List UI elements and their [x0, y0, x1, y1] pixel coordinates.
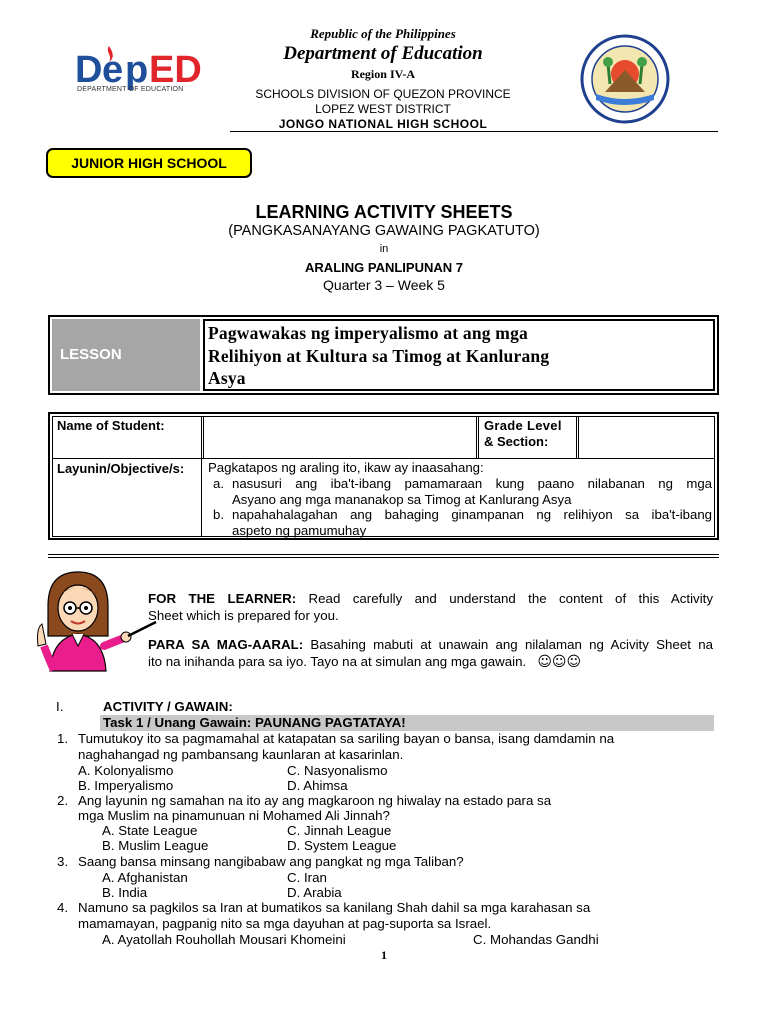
- title-sub: (PANGKASANAYANG GAWAING PAGKATUTO): [228, 223, 540, 239]
- q2-number: 2.: [57, 793, 69, 808]
- for-learner-label: FOR THE LEARNER:: [148, 591, 297, 606]
- smiley-icons: ☺☺☺: [537, 654, 582, 670]
- svg-text:e: e: [102, 49, 124, 91]
- lesson-label-cell: [52, 319, 200, 391]
- objective-a-letter: a.: [213, 476, 224, 491]
- lesson-title-line2: Relihiyon at Kultura sa Timog at Kanlurang: [208, 345, 550, 366]
- q1-number: 1.: [57, 731, 69, 746]
- for-learner-text1: Read carefully and understand the content of this Activity: [296, 591, 713, 606]
- grade-label-1: Grade Level: [484, 418, 562, 433]
- junior-high-badge: [46, 148, 252, 178]
- objective-a-line2: Asyano ang mga mananakop sa Timog at Kanlurang Asya: [232, 491, 572, 507]
- title-subject: ARALING PANLIPUNAN 7: [305, 260, 463, 275]
- grade-label-2: & Section:: [484, 434, 549, 449]
- para-label: PARA SA MAG-AARAL:: [148, 637, 304, 652]
- q1-choice-b: B. Imperyalismo: [78, 778, 174, 793]
- info-table-hline: [52, 458, 715, 459]
- q4-line1: Namuno sa pagkilos sa Iran at bumatikos sa kanilang Shah dahil sa mga karahasan sa: [78, 900, 591, 915]
- deped-logo-subtext: DEPARTMENT OF EDUCATION: [77, 86, 184, 93]
- header-department: Department of Education: [283, 43, 483, 64]
- para-text2: ito na inihanda para sa iyo. Tayo na at simulan ang mga gawain.: [148, 654, 527, 669]
- q2-line2: mga Muslim na pinamunuan ni Mohamed Ali Jinnah?: [78, 808, 390, 823]
- objective-b-line2: aspeto ng pamumuhay: [232, 522, 367, 538]
- grade-field[interactable]: [580, 418, 712, 457]
- objective-intro: Pagkatapos ng araling ito, ikaw ay inaasahang:: [208, 460, 484, 475]
- for-learner-line1: [148, 590, 713, 607]
- header-school: JONGO NATIONAL HIGH SCHOOL: [278, 117, 488, 131]
- svg-text:p: p: [125, 49, 149, 91]
- header-district: LOPEZ WEST DISTRICT: [315, 102, 451, 116]
- q1-choice-c: C. Nasyonalismo: [287, 763, 388, 778]
- title-in: in: [379, 243, 389, 255]
- title-main: LEARNING ACTIVITY SHEETS: [255, 202, 513, 222]
- title-quarter: Quarter 3 – Week 5: [323, 277, 445, 293]
- q4-choice-c: C. Mohandas Gandhi: [473, 932, 599, 947]
- q2-choice-c: C. Jinnah League: [287, 823, 392, 838]
- q1-choice-d: D. Ahimsa: [287, 778, 348, 793]
- q1-choice-a: A. Kolonyalismo: [78, 763, 174, 778]
- activity-heading: ACTIVITY / GAWAIN:: [103, 699, 233, 714]
- objective-label: Layunin/Objective/s:: [57, 461, 185, 476]
- q3-choice-d: D. Arabia: [287, 885, 342, 900]
- lesson-title-line1: Pagwawakas ng imperyalismo at ang mga: [208, 323, 528, 343]
- q3-choice-b: B. India: [102, 885, 148, 900]
- q3-choice-a: A. Afghanistan: [102, 870, 188, 885]
- header-rule: [230, 131, 718, 132]
- para-line2: [148, 653, 713, 671]
- q4-choice-a: A. Ayatollah Rouhollah Mousari Khomeini: [102, 932, 346, 947]
- q2-choice-a: A. State League: [102, 823, 198, 838]
- svg-text:D: D: [75, 49, 103, 91]
- q1-line1: Tumutukoy ito sa pagmamahal at katapatan sa sariling bayan o bansa, isang damdamin na: [78, 731, 615, 746]
- para-text1: Basahing mabuti at unawain ang nilalaman ng Acivity Sheet na: [303, 637, 713, 652]
- lesson-title-line3: Asya: [208, 368, 246, 388]
- q4-number: 4.: [57, 900, 69, 915]
- badge-label: JUNIOR HIGH SCHOOL: [71, 155, 227, 171]
- lesson-label: LESSON: [60, 346, 122, 363]
- q3-choice-c: C. Iran: [287, 870, 327, 885]
- objective-b-letter: b.: [213, 507, 224, 522]
- q3-line1: Saang bansa minsang nangibabaw ang pangkat ng mga Taliban?: [78, 854, 464, 869]
- name-label: Name of Student:: [57, 418, 165, 433]
- header-division: SCHOOLS DIVISION OF QUEZON PROVINCE: [255, 87, 511, 101]
- header-republic: Republic of the Philippines: [310, 26, 456, 41]
- q3-number: 3.: [57, 854, 69, 869]
- para-line1: [148, 636, 713, 653]
- q2-line1: Ang layunin ng samahan na ito ay ang magkaroon ng hiwalay na estado para sa: [78, 793, 552, 808]
- q2-choice-d: D. System League: [287, 838, 397, 853]
- teacher-illustration: [28, 566, 160, 676]
- header-region: Region IV-A: [350, 67, 416, 81]
- q2-choice-b: B. Muslim League: [102, 838, 209, 853]
- school-seal: [580, 34, 670, 124]
- activity-numeral: I.: [56, 699, 64, 714]
- svg-text:ED: ED: [149, 49, 202, 91]
- task-title: Task 1 / Unang Gawain: PAUNANG PAGTATAYA!: [103, 715, 406, 730]
- objective-b-line1: napahahalagahan ang bahaging ginampanan ng relihiyon sa iba't-ibang: [232, 507, 712, 522]
- q4-line2: mamamayan, pagpanig nito sa mga dayuhan at pag-suporta sa Israel.: [78, 916, 492, 931]
- for-learner-text2: Sheet which is prepared for you.: [148, 608, 339, 623]
- objective-a-line1: nasusuri ang iba't-ibang pamamaraan kung paano nilabanan ng mga: [232, 476, 712, 491]
- section-divider: [48, 554, 719, 555]
- q1-line2: naghahangad ng pambansang kaunlaran at kasarinlan.: [78, 747, 404, 762]
- page-number: 1: [381, 948, 387, 962]
- name-field[interactable]: [205, 418, 475, 457]
